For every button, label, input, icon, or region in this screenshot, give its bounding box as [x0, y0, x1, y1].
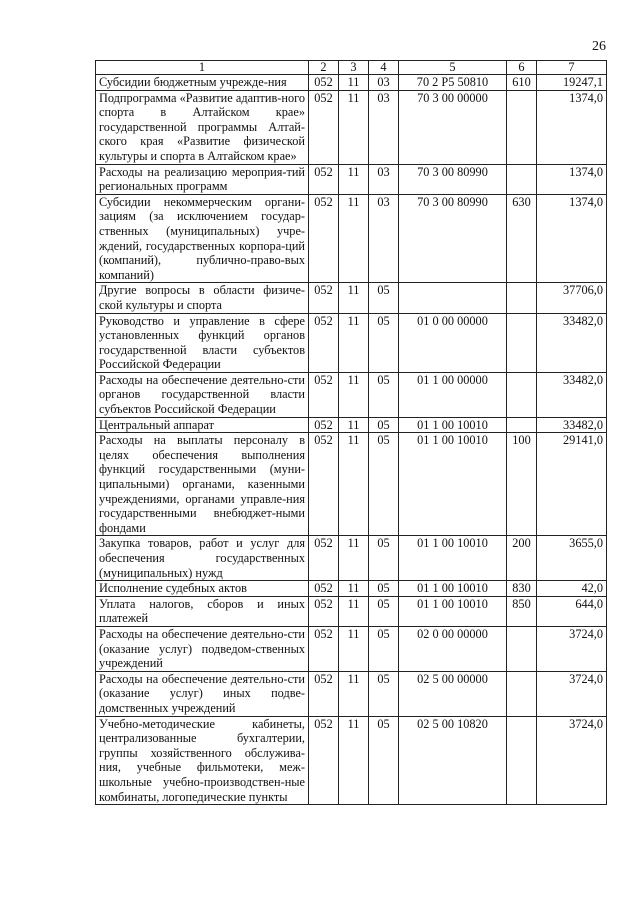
amount-cell: 19247,1 [537, 75, 607, 91]
expense-type-cell: 100 [507, 433, 537, 536]
grbs-cell: 052 [309, 372, 339, 417]
grbs-cell: 052 [309, 671, 339, 716]
amount-cell: 1374,0 [537, 90, 607, 164]
budget-table [95, 60, 607, 805]
row-name-cell: Субсидии некоммерческим органи-зациям (за исключением государ-ственных (муниципальных) учре-ждений, государственных корпора-ций (компаний), публично-право-вых компаний) [96, 194, 309, 283]
table-row [96, 581, 607, 597]
page-number: 26 [592, 39, 606, 54]
subsection-cell: 05 [369, 671, 399, 716]
section-cell: 11 [339, 433, 369, 536]
amount-cell: 37706,0 [537, 283, 607, 313]
row-name-cell: Исполнение судебных актов [96, 581, 309, 597]
section-cell: 11 [339, 194, 369, 283]
expense-type-cell [507, 90, 537, 164]
table-row [96, 194, 607, 283]
table-row [96, 433, 607, 536]
subsection-cell: 03 [369, 75, 399, 91]
grbs-cell: 052 [309, 75, 339, 91]
expense-type-cell: 850 [507, 596, 537, 626]
grbs-cell: 052 [309, 313, 339, 372]
column-header-6: 6 [507, 61, 537, 75]
table-row [96, 716, 607, 805]
table-row [96, 626, 607, 671]
row-name-cell: Расходы на обеспечение деятельно-сти (оказание услуг) иных подве-домственных учреждений [96, 671, 309, 716]
subsection-cell: 05 [369, 417, 399, 433]
target-article-cell: 01 1 00 10010 [399, 536, 507, 581]
section-cell: 11 [339, 283, 369, 313]
subsection-cell: 03 [369, 90, 399, 164]
target-article-cell: 02 5 00 10820 [399, 716, 507, 805]
table-row [96, 372, 607, 417]
target-article-cell: 01 1 00 10010 [399, 581, 507, 597]
section-cell: 11 [339, 626, 369, 671]
section-cell: 11 [339, 372, 369, 417]
grbs-cell: 052 [309, 433, 339, 536]
amount-cell: 33482,0 [537, 313, 607, 372]
subsection-cell: 05 [369, 716, 399, 805]
target-article-cell: 01 1 00 00000 [399, 372, 507, 417]
target-article-cell: 01 1 00 10010 [399, 417, 507, 433]
header-row [96, 61, 607, 75]
grbs-cell: 052 [309, 536, 339, 581]
subsection-cell: 05 [369, 313, 399, 372]
column-header-3: 3 [339, 61, 369, 75]
amount-cell: 644,0 [537, 596, 607, 626]
column-header-2: 2 [309, 61, 339, 75]
expense-type-cell [507, 313, 537, 372]
subsection-cell: 03 [369, 194, 399, 283]
row-name-cell: Другие вопросы в области физиче-ской культуры и спорта [96, 283, 309, 313]
grbs-cell: 052 [309, 626, 339, 671]
grbs-cell: 052 [309, 596, 339, 626]
subsection-cell: 05 [369, 283, 399, 313]
section-cell: 11 [339, 596, 369, 626]
subsection-cell: 03 [369, 164, 399, 194]
table-row [96, 671, 607, 716]
subsection-cell: 05 [369, 536, 399, 581]
expense-type-cell [507, 716, 537, 805]
target-article-cell: 02 5 00 00000 [399, 671, 507, 716]
table-row [96, 536, 607, 581]
subsection-cell: 05 [369, 626, 399, 671]
row-name-cell: Закупка товаров, работ и услуг для обеспечения государственных (муниципальных) нужд [96, 536, 309, 581]
section-cell: 11 [339, 671, 369, 716]
section-cell: 11 [339, 536, 369, 581]
grbs-cell: 052 [309, 417, 339, 433]
target-article-cell: 70 3 00 80990 [399, 164, 507, 194]
target-article-cell [399, 283, 507, 313]
table-row [96, 90, 607, 164]
row-name-cell: Субсидии бюджетным учрежде-ния [96, 75, 309, 91]
table-row [96, 283, 607, 313]
expense-type-cell: 200 [507, 536, 537, 581]
amount-cell: 33482,0 [537, 417, 607, 433]
column-header-1: 1 [96, 61, 309, 75]
expense-type-cell [507, 164, 537, 194]
expense-type-cell: 830 [507, 581, 537, 597]
row-name-cell: Расходы на реализацию мероприя-тий региональных программ [96, 164, 309, 194]
grbs-cell: 052 [309, 90, 339, 164]
row-name-cell: Расходы на обеспечение деятельно-сти органов государственной власти субъектов Российской Федерации [96, 372, 309, 417]
expense-type-cell [507, 626, 537, 671]
row-name-cell: Расходы на выплаты персоналу в целях обеспечения выполнения функций государственными (муни-ципальными) органами, казенными учреждениями, органами управле-ния государственными внебюджет-ными фондами [96, 433, 309, 536]
row-name-cell: Подпрограмма «Развитие адаптив-ного спорта в Алтайском крае» государственной программы Алтай-ского края «Развитие физической культуры и спорта в Алтайском крае» [96, 90, 309, 164]
grbs-cell: 052 [309, 194, 339, 283]
row-name-cell: Расходы на обеспечение деятельно-сти (оказание услуг) подведом-ственных учреждений [96, 626, 309, 671]
column-header-4: 4 [369, 61, 399, 75]
table-body [96, 75, 607, 805]
target-article-cell: 70 3 00 80990 [399, 194, 507, 283]
grbs-cell: 052 [309, 283, 339, 313]
expense-type-cell: 610 [507, 75, 537, 91]
subsection-cell: 05 [369, 581, 399, 597]
row-name-cell: Центральный аппарат [96, 417, 309, 433]
amount-cell: 3655,0 [537, 536, 607, 581]
grbs-cell: 052 [309, 581, 339, 597]
expense-type-cell: 630 [507, 194, 537, 283]
section-cell: 11 [339, 90, 369, 164]
subsection-cell: 05 [369, 433, 399, 536]
target-article-cell: 70 3 00 00000 [399, 90, 507, 164]
target-article-cell: 01 0 00 00000 [399, 313, 507, 372]
table-row [96, 417, 607, 433]
amount-cell: 29141,0 [537, 433, 607, 536]
amount-cell: 42,0 [537, 581, 607, 597]
target-article-cell: 01 1 00 10010 [399, 433, 507, 536]
target-article-cell: 02 0 00 00000 [399, 626, 507, 671]
section-cell: 11 [339, 313, 369, 372]
table-row [96, 313, 607, 372]
grbs-cell: 052 [309, 164, 339, 194]
expense-type-cell [507, 283, 537, 313]
section-cell: 11 [339, 417, 369, 433]
amount-cell: 1374,0 [537, 194, 607, 283]
amount-cell: 1374,0 [537, 164, 607, 194]
grbs-cell: 052 [309, 716, 339, 805]
section-cell: 11 [339, 75, 369, 91]
table-header [96, 61, 607, 75]
amount-cell: 3724,0 [537, 671, 607, 716]
table-row [96, 596, 607, 626]
amount-cell: 3724,0 [537, 626, 607, 671]
row-name-cell: Учебно-методические кабинеты, централизованные бухгалтерии, группы хозяйственного обслужива-ния, учебные фильмотеки, меж-школьные учебно-производствен-ные комбинаты, логопедические пункты [96, 716, 309, 805]
column-header-5: 5 [399, 61, 507, 75]
column-header-7: 7 [537, 61, 607, 75]
row-name-cell: Руководство и управление в сфере установленных функций органов государственной власти субъектов Российской Федерации [96, 313, 309, 372]
subsection-cell: 05 [369, 596, 399, 626]
expense-type-cell [507, 417, 537, 433]
section-cell: 11 [339, 164, 369, 194]
section-cell: 11 [339, 581, 369, 597]
table-row [96, 75, 607, 91]
target-article-cell: 70 2 P5 50810 [399, 75, 507, 91]
row-name-cell: Уплата налогов, сборов и иных платежей [96, 596, 309, 626]
expense-type-cell [507, 671, 537, 716]
subsection-cell: 05 [369, 372, 399, 417]
target-article-cell: 01 1 00 10010 [399, 596, 507, 626]
section-cell: 11 [339, 716, 369, 805]
amount-cell: 3724,0 [537, 716, 607, 805]
expense-type-cell [507, 372, 537, 417]
table-row [96, 164, 607, 194]
amount-cell: 33482,0 [537, 372, 607, 417]
